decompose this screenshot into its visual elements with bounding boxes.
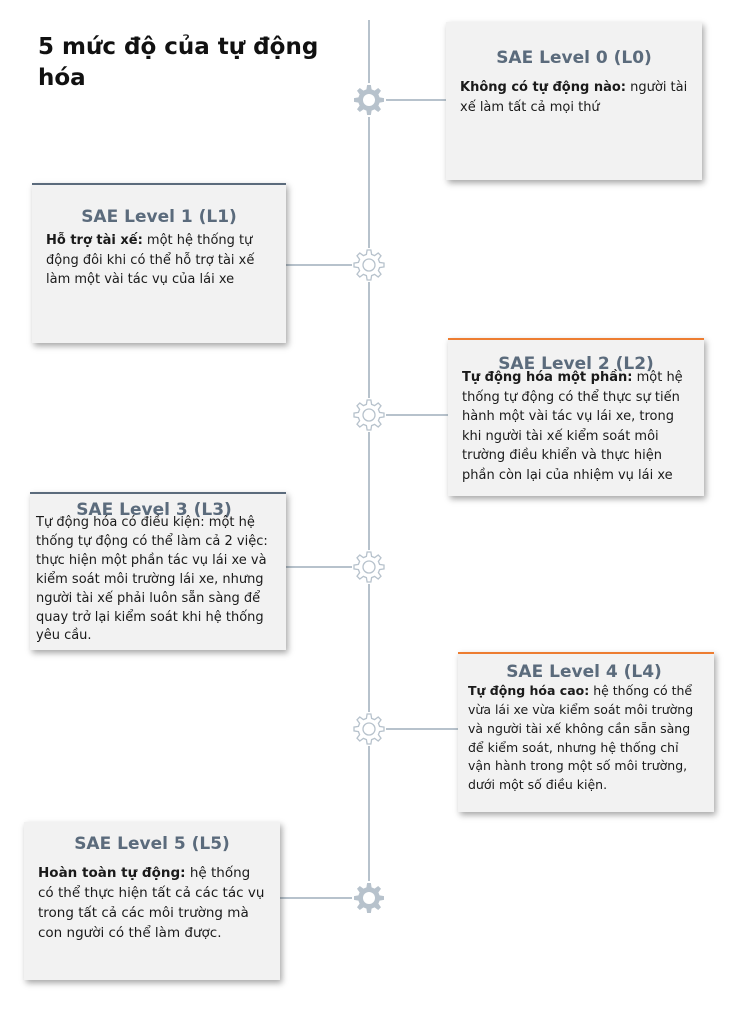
connector-l3 <box>286 566 352 568</box>
level-text: hệ thống có thể vừa lái xe vừa kiểm soát môi trường và người tài xế không cần sẵn sàng để kiểm soát, nhưng hệ thống chỉ vận hành trong một số môi trường, dưới một số điều kiện. <box>468 683 694 793</box>
connector-l2 <box>386 414 448 416</box>
level-text: một hệ thống tự động đôi khi có thể hỗ trợ tài xế làm một vài tác vụ của lái xe <box>46 233 255 287</box>
gear-outline-icon <box>352 398 386 432</box>
connector-l0 <box>386 99 446 101</box>
level-description <box>460 78 688 116</box>
gear-solid-icon <box>352 83 386 117</box>
connector-l1 <box>286 264 352 266</box>
level-title: SAE Level 4 (L4) <box>506 662 662 682</box>
level-card-l0 <box>446 22 702 180</box>
level-card-l5 <box>24 822 280 980</box>
timeline-line <box>368 20 370 905</box>
level-card-l2 <box>448 338 704 496</box>
level-card-l4 <box>458 652 714 812</box>
level-title: SAE Level 2 (L2) <box>498 354 654 374</box>
level-term: Không có tự động nào: <box>460 80 626 96</box>
connector-l4 <box>386 728 458 730</box>
level-title: SAE Level 3 (L3) <box>76 500 232 520</box>
level-description <box>468 682 700 795</box>
gear-outline-icon <box>352 712 386 746</box>
page-title: 5 mức độ của tự động hóa <box>38 34 319 92</box>
level-card-l1 <box>32 183 286 343</box>
level-term: Hoàn toàn tự động: <box>38 865 186 882</box>
level-text: một hệ thống tự động có thể thực sự tiến hành một vài tác vụ lái xe, trong khi người tài xế kiểm soát môi trường điều khiển và thực hiện phần còn lại của nhiệm vụ lái xe <box>462 370 683 483</box>
level-term: Tự động hóa cao: <box>468 683 590 699</box>
level-description <box>36 514 272 646</box>
level-term: Tự động hóa một phần: <box>462 370 633 386</box>
level-title: SAE Level 1 (L1) <box>81 207 237 227</box>
level-card-l3 <box>30 492 286 650</box>
level-text: Tự động hóa có điều kiện: một hệ thống tự động có thể làm cả 2 việc: thực hiện một phần tác vụ lái xe và kiểm soát môi trường lái xe, nhưng người tài xế phải luôn sẵn sàng để quay trở lại kiểm soát khi hệ thống yêu cầu. <box>36 515 268 644</box>
connector-l5 <box>280 897 352 899</box>
level-title: SAE Level 0 (L0) <box>496 48 652 68</box>
gear-solid-icon <box>352 881 386 915</box>
gear-outline-icon <box>352 248 386 282</box>
level-description <box>46 231 272 289</box>
level-description <box>38 864 266 944</box>
gear-outline-icon <box>352 550 386 584</box>
level-text: hệ thống có thể thực hiện tất cả các tác vụ trong tất cả các môi trường mà con người có thể làm được. <box>38 865 265 942</box>
level-title: SAE Level 5 (L5) <box>74 834 230 854</box>
level-text: người tài xế làm tất cả mọi thứ <box>460 80 688 115</box>
level-description <box>462 368 690 485</box>
level-term: Hỗ trợ tài xế: <box>46 233 143 249</box>
